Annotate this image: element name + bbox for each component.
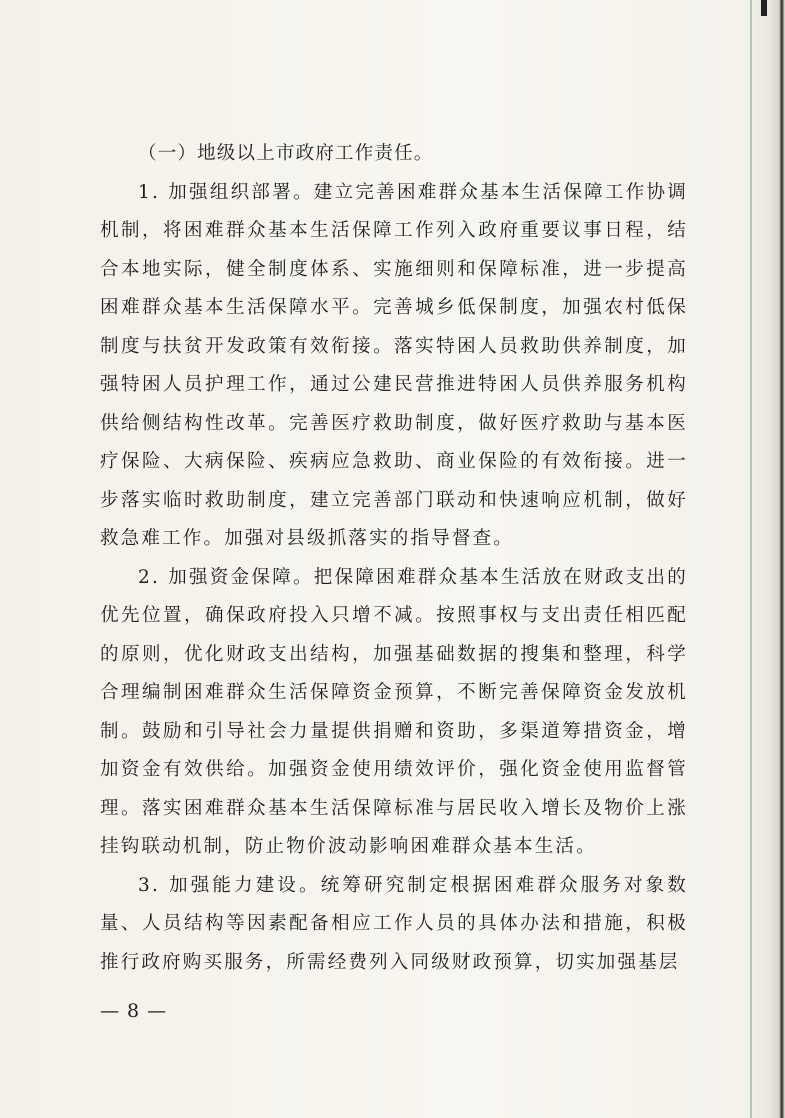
paragraph-lead: 1. 加强组织部署。 [138,181,314,203]
scanned-page-edge [745,0,785,1118]
paragraph-organization [100,174,688,559]
paragraph-body: 统筹研究制定根据困难群众服务对象数量、人员结构等因素配备相应工作人员的具体办法和措施，积极推行政府购买服务，所需经费列入同级财政预算，切实加强基层 [100,874,688,973]
page-number: — 8 — [100,1000,168,1022]
paragraph-funding [100,559,688,867]
paragraph-lead: 3. 加强能力建设。 [138,874,321,896]
paragraph-capacity [100,867,688,983]
paragraph-lead: 2. 加强资金保障。 [138,566,314,588]
document-body [100,135,688,982]
section-heading: （一）地级以上市政府工作责任。 [138,143,434,164]
paragraph-body: 建立完善困难群众基本生活保障工作协调机制，将困难群众基本生活保障工作列入政府重要议事日程，结合本地实际，健全制度体系、实施细则和保障标准，进一步提高困难群众基本生活保障水平。完善城乡低保制度，加强农村低保制度与扶贫开发政策有效衔接。落实特困人员救助供养制度，加强特困人员护理工作，通过公建民营推进特困人员供养服务机构供给侧结构性改革。完善医疗救助制度，做好医疗救助与基本医疗保险、大病保险、疾病应急救助、商业保险的有效衔接。进一步落实临时救助制度，建立完善部门联动和快速响应机制，做好救急难工作。加强对县级抓落实的指导督查。 [100,181,688,549]
paragraph-body: 把保障困难群众基本生活放在财政支出的优先位置，确保政府投入只增不减。按照事权与支出责任相匹配的原则，优化财政支出结构，加强基础数据的搜集和整理，科学合理编制困难群众生活保障资金预算，不断完善保障资金发放机制。鼓励和引导社会力量提供捐赠和资助，多渠道筹措资金，增加资金有效供给。加强资金使用绩效评价，强化资金使用监督管理。落实困难群众基本生活保障标准与居民收入增长及物价上涨挂钩联动机制，防止物价波动影响困难群众基本生活。 [100,566,688,857]
scan-mark [761,0,767,16]
